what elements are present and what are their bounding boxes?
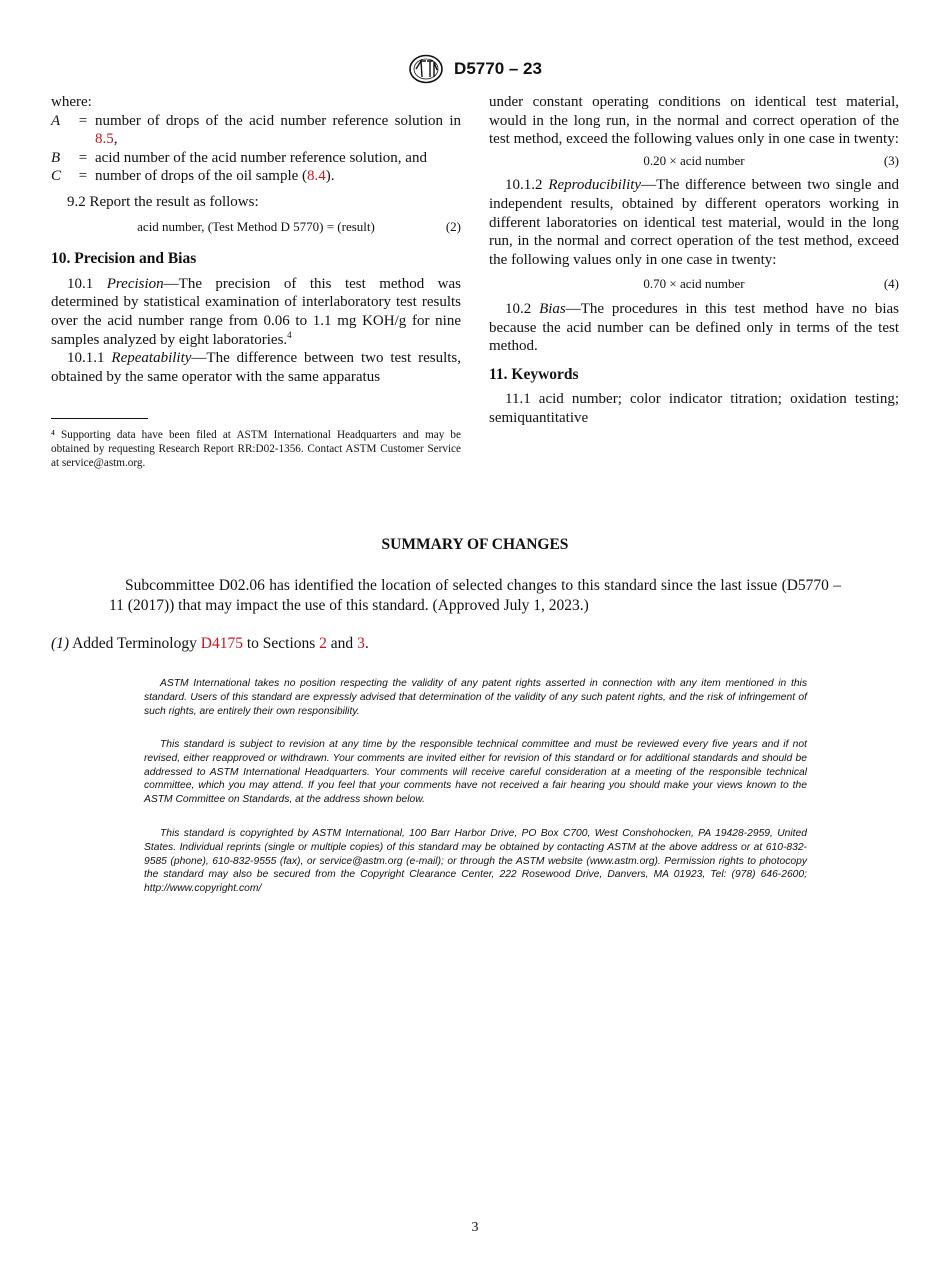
definition-a <box>51 112 461 149</box>
paragraph-10-1-1 <box>51 349 461 386</box>
definition-symbol: B <box>51 149 61 166</box>
paragraph-10-1 <box>51 275 461 349</box>
definition-symbol: A <box>51 112 61 129</box>
formula-2 <box>51 218 461 237</box>
paragraph-11-1: 11.1 acid number; color indicator titration; oxidation testing; semiquantitative <box>489 391 899 426</box>
paragraph-number: 10.2 <box>505 300 540 317</box>
definition-symbol: C <box>51 168 62 185</box>
footnote-divider <box>51 418 148 419</box>
footnote-4: ⁴ Supporting data have been filed at ASTM International Headquarters and may be obtained by requesting Research Report RR:D02-1356. Contact ASTM Customer Service at service@astm.org. <box>51 429 461 469</box>
definition-tail: ). <box>325 168 335 185</box>
formula-4 <box>489 275 899 294</box>
formula-number: (2) <box>445 218 461 234</box>
document-id: D5770 – 23 <box>454 59 542 78</box>
paragraph-term: Precision <box>106 275 164 292</box>
paragraph-number: 10.1.1 <box>67 350 112 367</box>
change-text: and <box>326 635 358 652</box>
paragraph-10-1-2 <box>489 176 899 269</box>
page-header <box>0 54 950 84</box>
paragraph-text: —The procedures in this test method have no bias because the acid number can be defined only in terms of the test method. <box>489 300 899 355</box>
page-number: 3 <box>471 1220 479 1235</box>
change-number: (1) <box>51 635 70 652</box>
change-text: Added Terminology <box>69 635 201 652</box>
revision-notice: This standard is subject to revision at any time by the responsible technical committee and must be reviewed every five years and if not revised, either reapproved or withdrawn. Your comments are invited either for revision of this standard or for additional standards and should be addressed to ASTM International Headquarters. Your comments will receive careful consideration at a meeting of the responsible technical committee, which you may attend. If you feel that your comments have not received a fair hearing you should make your views known to the ASTM Committee on Standards, at the address shown below. <box>144 739 807 806</box>
paragraph-term: Reproducibility <box>548 177 642 194</box>
definition-body: number of drops of the oil sample ( <box>95 168 308 185</box>
change-item-1 <box>51 635 901 653</box>
paragraph-10-2 <box>489 300 899 356</box>
definition-equals: = <box>78 112 88 129</box>
paragraph-text: —The difference between two test results, obtained by the same operator with the same apparatus <box>51 350 461 385</box>
footnote-ref[interactable]: 4 <box>287 329 292 340</box>
paragraph-text: —The precision of this test method was determined by statistical examination of interlaboratory test results over the acid number range from 0.06 to 1.1 mg KOH/g for nine samples analyzed by eight laboratories. <box>51 275 462 348</box>
formula-text: 0.70 × acid number <box>643 276 745 292</box>
definition-equals: = <box>78 149 88 166</box>
definition-body: number of drops of the acid number reference solution in <box>95 112 461 129</box>
where-label: where: <box>51 94 92 110</box>
formula-number: (4) <box>883 276 899 292</box>
section-link-3[interactable]: 3 <box>357 635 365 652</box>
definition-b <box>51 149 461 168</box>
section-link-8-5[interactable]: 8.5 <box>95 131 114 148</box>
paragraph-term: Bias <box>539 300 566 317</box>
definition-text: acid number of the acid number reference solution, and <box>95 149 427 166</box>
change-text: . <box>364 635 369 652</box>
formula-text: 0.20 × acid number <box>643 152 745 168</box>
link-d4175[interactable]: D4175 <box>200 635 243 652</box>
patent-notice: ASTM International takes no position respecting the validity of any patent rights asserted in connection with any item mentioned in this standard. Users of this standard are expressly advised that determination of the validity of any such patent rights, and the risk of infringement of such rights, are entirely their own responsibility. <box>144 678 807 717</box>
change-text: to Sections <box>242 635 320 652</box>
definition-tail: , <box>113 131 118 148</box>
formula-number: (3) <box>883 152 899 168</box>
paragraph-9-2: 9.2 Report the result as follows: <box>67 193 259 210</box>
paragraph-number: 10.1 <box>67 275 107 292</box>
summary-body: Subcommittee D02.06 has identified the location of selected changes to this standard since the last issue (D5770 – 11 (2017)) that may impact the use of this standard. (Approved July 1, 2023.) <box>109 577 841 614</box>
definition-equals: = <box>78 168 88 185</box>
definition-text <box>95 167 461 186</box>
summary-title: SUMMARY OF CHANGES <box>381 536 569 553</box>
left-column <box>51 93 461 386</box>
section-10-title: 10. Precision and Bias <box>51 250 197 268</box>
copyright-notice: This standard is copyrighted by ASTM International, 100 Barr Harbor Drive, PO Box C700, West Conshohocken, PA 19428-2959, United States. Individual reprints (single or multiple copies) of this standard may be obtained by contacting ASTM at the above address or at 610-832-9585 (phone), 610-832-9555 (fax), or service@astm.org (e-mail); or through the ASTM website (www.astm.org). Permission rights to photocopy the standard may also be secured from the Copyright Clearance Center, 222 Rosewood Drive, Danvers, MA 01923, Tel: (978) 646-2600; http://www.copyright.com/ <box>144 828 807 895</box>
right-column <box>489 93 899 428</box>
formula-3 <box>489 152 899 171</box>
paragraph-term: Repeatability <box>111 350 192 367</box>
definition-c <box>51 167 461 186</box>
paragraph-text: —The difference between two single and independent results, obtained by different operators working in different laboratories on identical test material, would in the long run, in the normal and correct operation of the test method, exceed the following values only in one case in twenty: <box>489 177 900 268</box>
paragraph-continuation: under constant operating conditions on identical test material, would in the long run, in the normal and correct operation of the test method, exceed the following values only in one case in twenty: <box>489 94 899 148</box>
paragraph-number: 10.1.2 <box>505 177 549 194</box>
section-link-8-4[interactable]: 8.4 <box>307 168 326 185</box>
section-link-2[interactable]: 2 <box>319 635 327 652</box>
section-11-title: 11. Keywords <box>489 365 579 383</box>
definition-text <box>95 112 461 149</box>
astm-logo-icon <box>408 54 444 84</box>
formula-text: acid number, (Test Method D 5770) = (result) <box>137 218 375 234</box>
